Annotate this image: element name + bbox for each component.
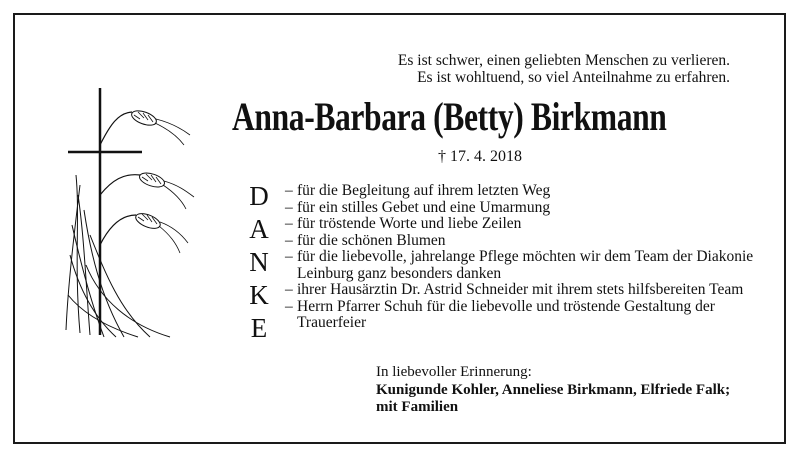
mourners-line-1: Kunigunde Kohler, Anneliese Birkmann, Elfriede Falk; [376, 381, 731, 398]
quote-line-2: Es ist wohltuend, so viel Anteilnahme zu erfahren. [417, 69, 730, 86]
deceased-name: Anna-Barbara (Betty) Birkmann [232, 94, 667, 139]
list-item-text: für tröstende Worte und liebe Zeilen [297, 215, 522, 232]
closing-block [376, 364, 730, 417]
danke-letter: A [249, 214, 269, 244]
list-item [285, 233, 755, 250]
list-dash: – [285, 231, 293, 249]
list-item-text: für die schönen Blumen [297, 231, 446, 249]
list-item [285, 216, 755, 233]
danke-vertical [247, 180, 271, 345]
list-item [285, 299, 755, 332]
cross-with-wheat-icon [60, 85, 200, 345]
list-dash: – [285, 198, 293, 216]
quote-line-1: Es ist schwer, einen geliebten Menschen zu verlieren. [397, 52, 730, 69]
danke-letter: E [250, 313, 268, 343]
list-item-text: für die liebevolle, jahrelange Pflege möchten wir dem Team der Diakonie Leinburg ganz besonders danken [297, 248, 754, 282]
list-dash: – [285, 297, 293, 315]
list-item [285, 200, 755, 217]
danke-letter: D [249, 181, 269, 211]
closing-intro: In liebevoller Erinnerung: [376, 364, 532, 380]
danke-letter: N [249, 247, 269, 277]
list-item-text: für die Begleitung auf ihrem letzten Weg [297, 182, 551, 199]
danke-letter: K [249, 280, 269, 310]
list-dash: – [285, 182, 293, 199]
list-item-text: ihrer Hausärztin Dr. Astrid Schneider mit ihrem stets hilfsbereiten Team [297, 281, 744, 298]
list-item [285, 282, 755, 299]
list-item-text: für ein stilles Gebet und eine Umarmung [297, 198, 551, 216]
quote-text [370, 52, 730, 86]
mourners-line-2: mit Familien [376, 399, 459, 415]
list-dash: – [285, 215, 293, 232]
list-item [285, 183, 755, 200]
list-item-text: Herrn Pfarrer Schuh für die liebevolle und tröstende Gestaltung der Trauerfeier [297, 297, 715, 331]
thanks-list [285, 183, 755, 332]
list-dash: – [285, 281, 293, 298]
list-item [285, 249, 755, 282]
death-date: † 17. 4. 2018 [438, 148, 522, 165]
list-dash: – [285, 248, 293, 265]
